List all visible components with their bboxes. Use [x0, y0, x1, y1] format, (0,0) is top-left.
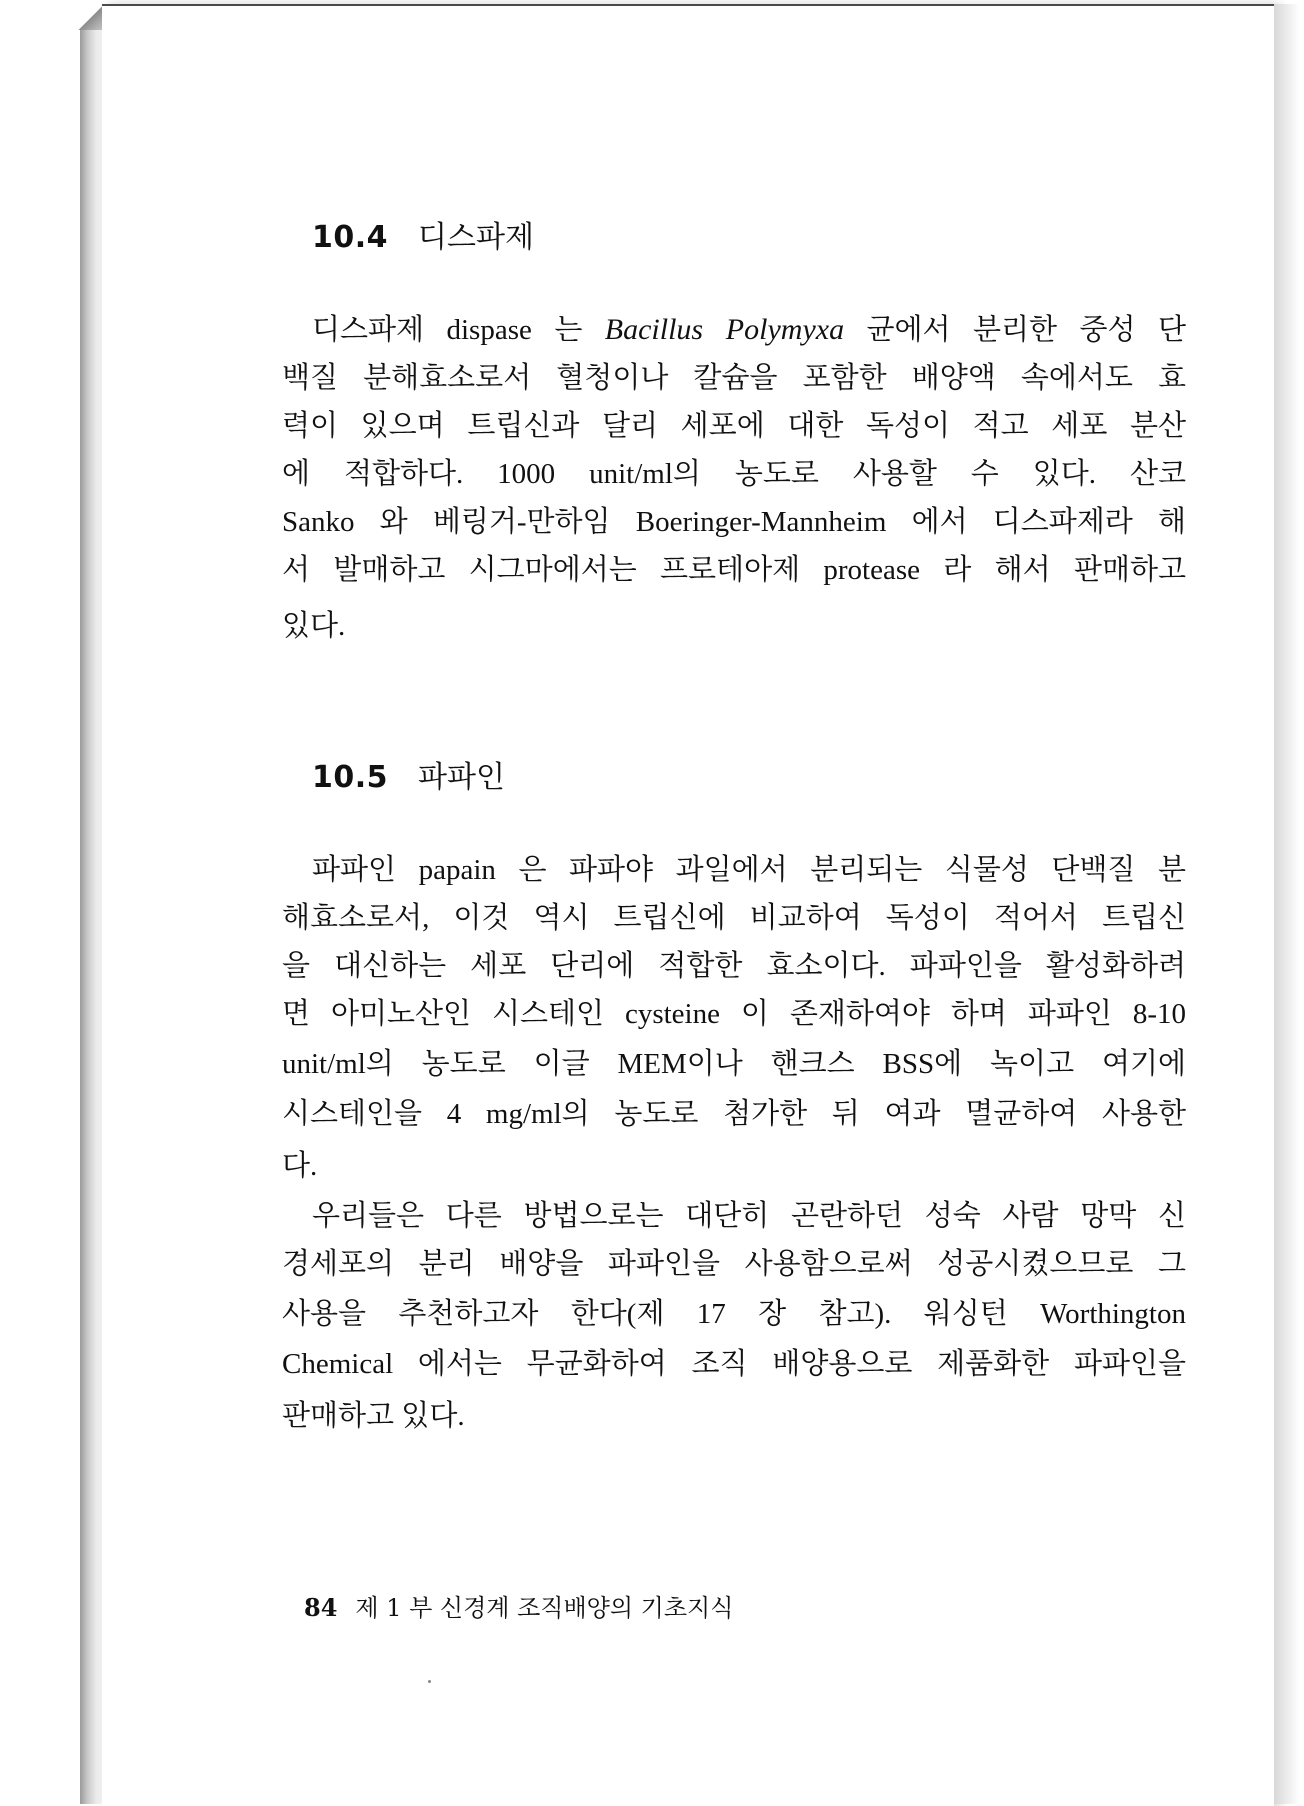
paragraph-line: 을 대신하는 세포 단리에 적합한 효소이다. 파파인을 활성화하려 [282, 950, 1186, 982]
running-footer [304, 1588, 733, 1623]
paragraph-line: Sanko 와 베링거-만하임 Boeringer-Mannheim 에서 디스파제라 해 [282, 506, 1186, 538]
section-number: 10.5 [312, 760, 389, 795]
paragraph-line: 우리들은 다른 방법으로는 대단히 곤란하던 성숙 사람 망막 신 [312, 1200, 1186, 1232]
paragraph-line: 있다. [282, 610, 346, 642]
page-edge [80, 4, 102, 1804]
running-title: 제 1 부 신경계 조직배양의 기초지식 [355, 1594, 734, 1622]
paragraph-line: 경세포의 분리 배양을 파파인을 사용함으로써 성공시켰으므로 그 [282, 1248, 1186, 1280]
paragraph-line: 사용을 추천하고자 한다(제 17 장 참고). 워싱턴 Worthington [282, 1298, 1186, 1330]
section-title: 디스파제 [418, 220, 534, 255]
paragraph-line: 다. [282, 1150, 318, 1182]
paragraph-line: 서 발매하고 시그마에서는 프로테아제 protease 라 해서 판매하고 [282, 554, 1186, 586]
section-number: 10.4 [312, 220, 389, 255]
paragraph-line: 판매하고 있다. [282, 1400, 465, 1432]
section-title: 파파인 [418, 760, 505, 795]
page-shadow [1274, 4, 1300, 1804]
scan-speck [428, 1680, 431, 1683]
paragraph-line: 력이 있으며 트립신과 달리 세포에 대한 독성이 적고 세포 분산 [282, 410, 1186, 442]
page-number: 84 [304, 1593, 338, 1622]
paragraph-line: 에 적합하다. 1000 unit/ml의 농도로 사용할 수 있다. 산코 [282, 458, 1186, 490]
section-heading-10-5 [312, 752, 505, 796]
paragraph-line: 시스테인을 4 mg/ml의 농도로 첨가한 뒤 여과 멸균하여 사용한 [282, 1098, 1186, 1130]
paragraph-line: 파파인 papain 은 파파야 과일에서 분리되는 식물성 단백질 분 [312, 854, 1186, 886]
section-heading-10-4 [312, 212, 534, 256]
paragraph-line: unit/ml의 농도로 이글 MEM이나 핸크스 BSS에 녹이고 여기에 [282, 1048, 1186, 1080]
paragraph-line: Chemical 에서는 무균화하여 조직 배양용으로 제품화한 파파인을 [282, 1348, 1186, 1380]
paragraph-line: 해효소로서, 이것 역시 트립신에 비교하여 독성이 적어서 트립신 [282, 902, 1186, 934]
paragraph-line: 디스파제 dispase 는 Bacillus Polymyxa 균에서 분리한 중성 단 [312, 313, 1186, 346]
paragraph-line: 면 아미노산인 시스테인 cysteine 이 존재하여야 하며 파파인 8-10 [282, 998, 1186, 1030]
paragraph-line: 백질 분해효소로서 혈청이나 칼슘을 포함한 배양액 속에서도 효 [282, 362, 1186, 394]
